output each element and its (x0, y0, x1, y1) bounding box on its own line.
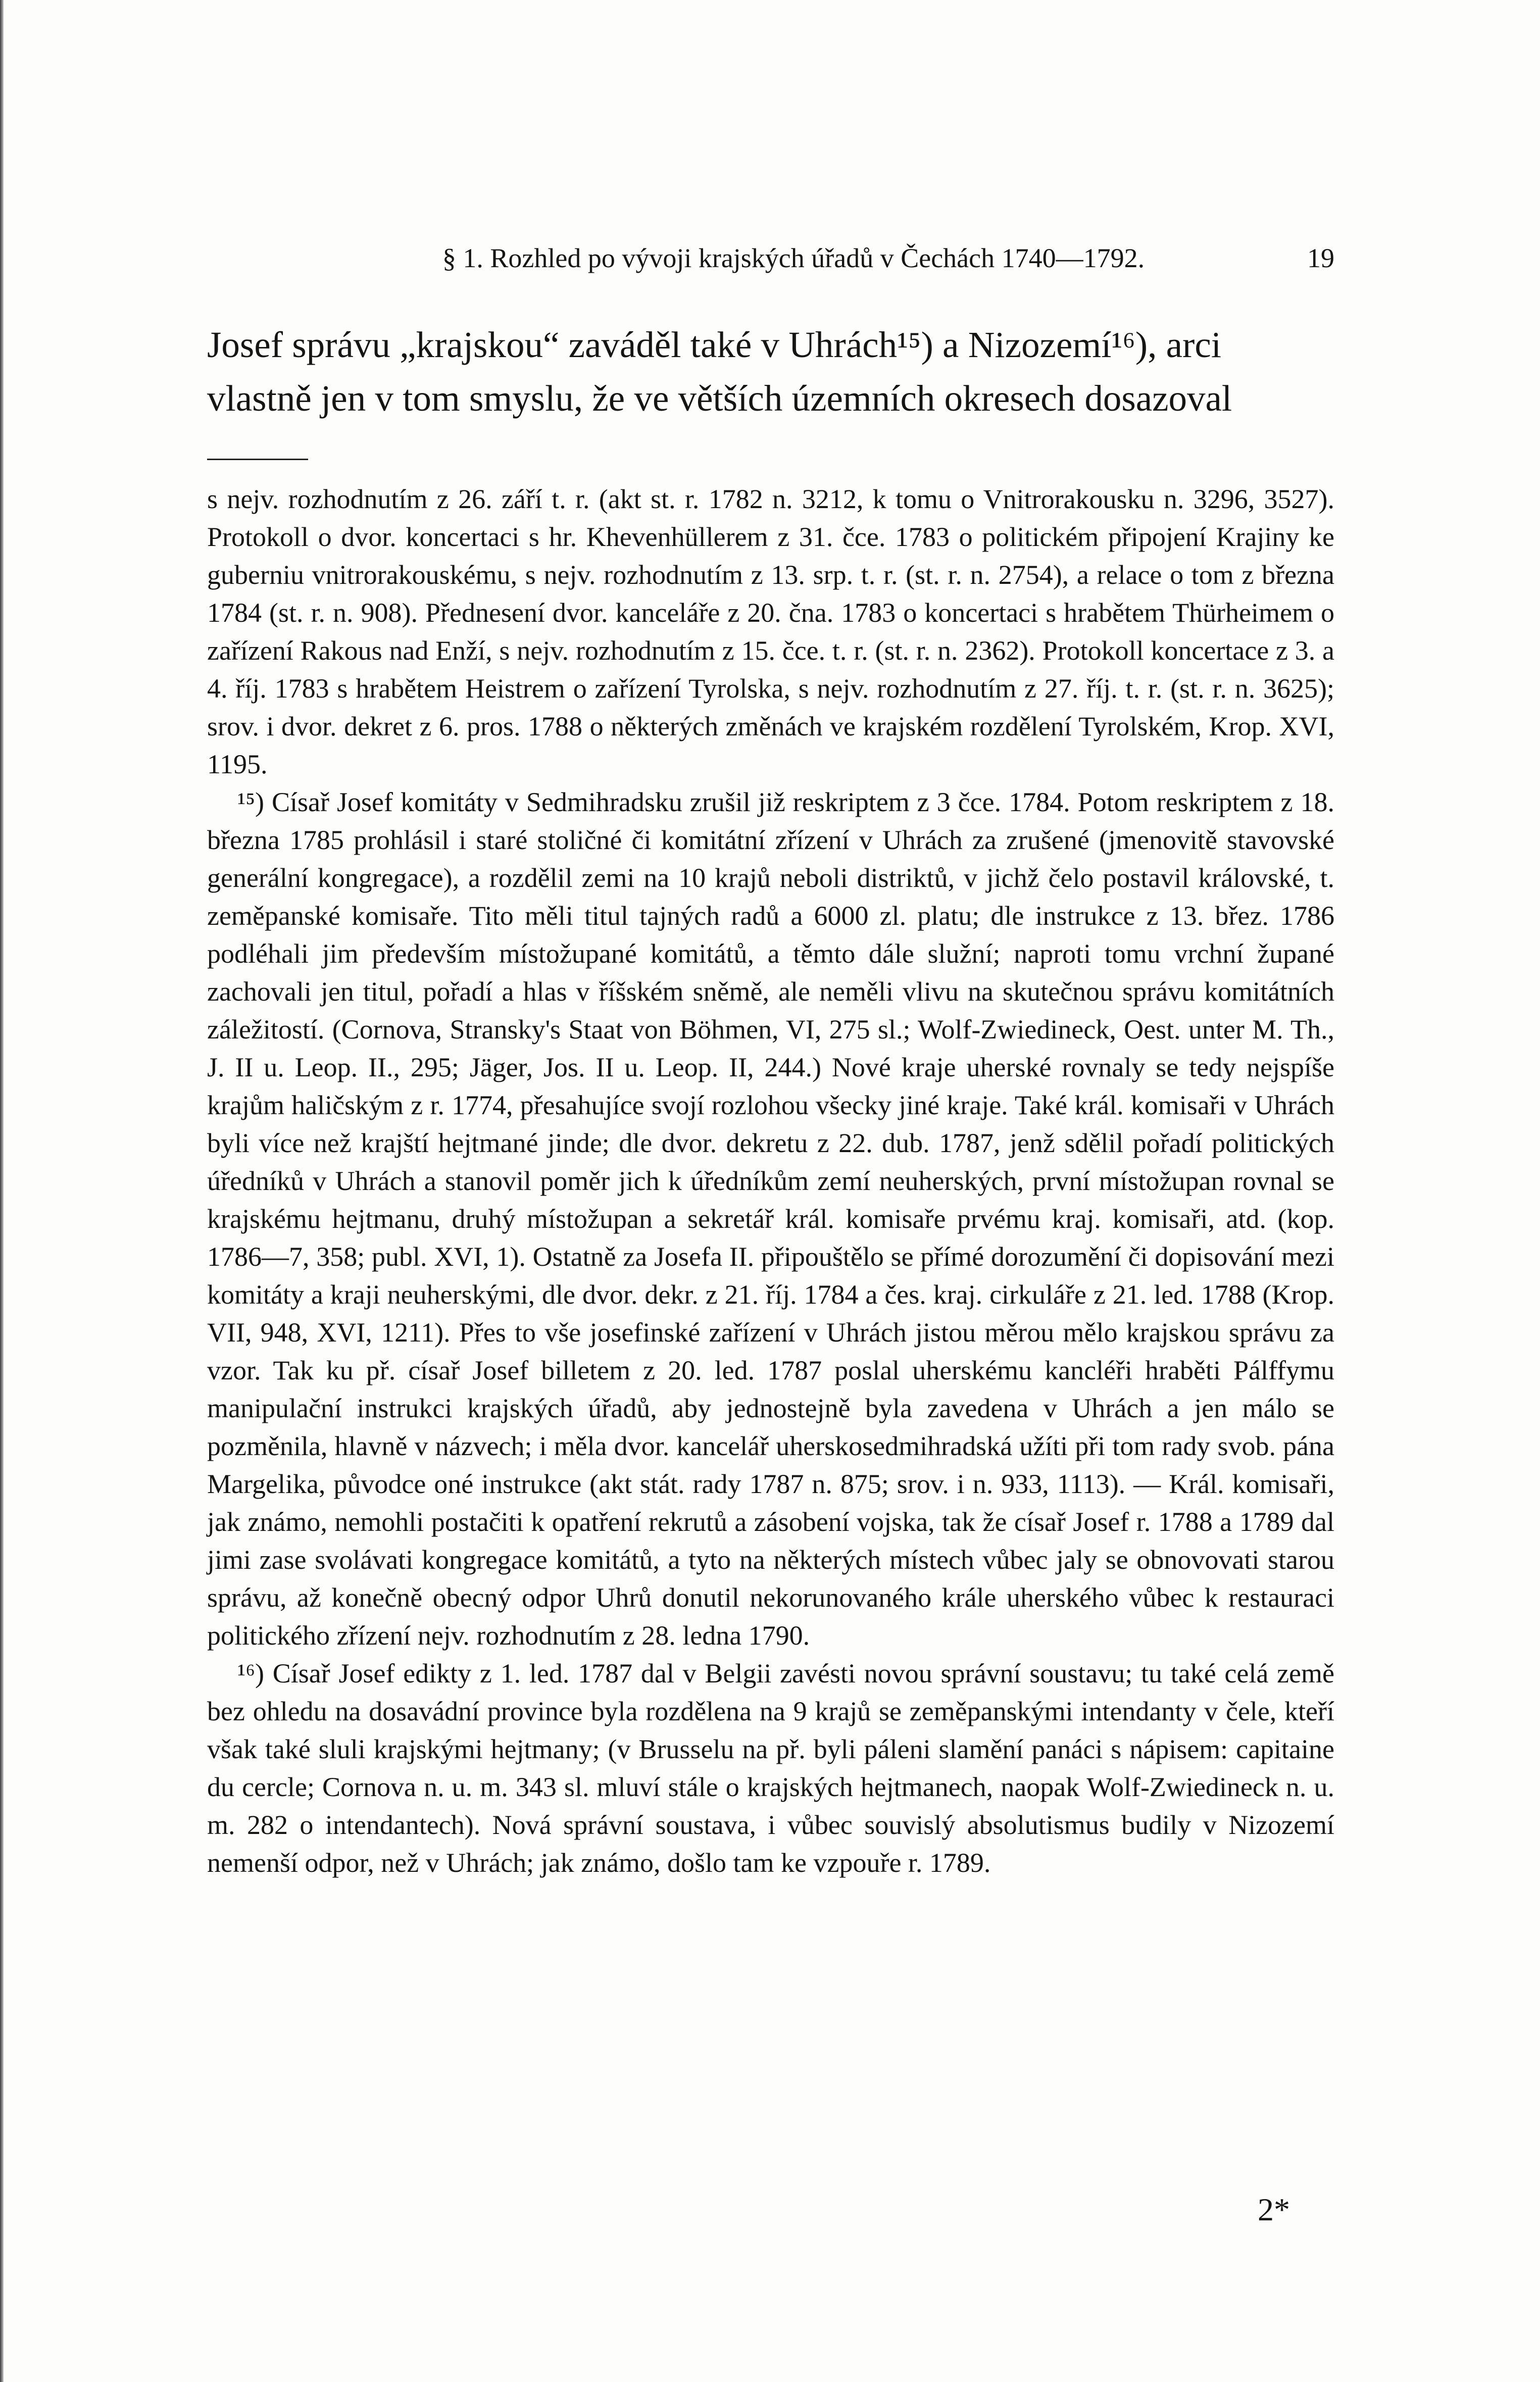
main-text-line-2: vlastně jen v tom smyslu, že ve větších územních okresech dosazoval (207, 378, 1232, 419)
main-text (207, 318, 1334, 425)
footnote-15: ¹⁵) Císař Josef komitáty v Sedmihradsku zrušil již reskriptem z 3 čce. 1784. Potom reskriptem z 18. března 1785 prohlásil i staré stoličné či komitátní zřízení v Uhrách za zrušené (jmenovitě stavovské generální kongregace), a rozdělil zemi na 10 krajů neboli distriktů, v jichž čelo postavil královské, t. zeměpanské komisaře. Tito měli titul tajných radů a 6000 zl. platu; dle instrukce z 13. břez. 1786 podléhali jim především místožupané komitátů, a těmto dále služní; naproti tomu vrchní župané zachovali jen titul, pořadí a hlas v říšském sněmě, ale neměli vlivu na skutečnou správu komitátních záležitostí. (Cornova, Stransky's Staat von Böhmen, VI, 275 sl.; Wolf-Zwiedineck, Oest. unter M. Th., J. II u. Leop. II., 295; Jäger, Jos. II u. Leop. II, 244.) Nové kraje uherské rovnaly se tedy nejspíše krajům haličským z r. 1774, přesahujíce svojí rozlohou všecky jiné kraje. Také král. komisaři v Uhrách byli více než krajští hejtmané jinde; dle dvor. dekretu z 22. dub. 1787, jenž sdělil pořadí politických úředníků v Uhrách a stanovil poměr jich k úředníkům zemí neuherských, první místožupan rovnal se krajskému hejtmanu, druhý místožupan a sekretář král. komisaře prvému kraj. komisaři, atd. (kop. 1786—7, 358; publ. XVI, 1). Ostatně za Josefa II. připouštělo se přímé dorozumění či dopisování mezi komitáty a kraji neuherskými, dle dvor. dekr. z 21. říj. 1784 a čes. kraj. cirkuláře z 21. led. 1788 (Krop. VII, 948, XVI, 1211). Přes to vše josefinské zařízení v Uhrách jistou měrou mělo krajskou správu za vzor. Tak ku př. císař Josef billetem z 20. led. 1787 poslal uherskému kancléři hraběti Pálffymu manipulační instrukci krajských úřadů, aby jednostejně byla zavedena v Uhrách a jen málo se pozměnila, hlavně v názvech; i měla dvor. kancelář uherskosedmihradská užíti při tom rady svob. pána Margelika, původce oné instrukce (akt stát. rady 1787 n. 875; srov. i n. 933, 1113). — Král. komisaři, jak známo, nemohli postačiti k opatření rekrutů a zásobení vojska, tak že císař Josef r. 1788 a 1789 dal jimi zase svolávati kongregace komitátů, a tyto na některých místech vůbec jaly se obnovovati starou správu, až konečně obecný odpor Uhrů donutil nekorunovaného krále uherského vůbec k restauraci politického zřízení nejv. rozhodnutím z 28. ledna 1790. (207, 787, 1334, 1651)
footnote-16: ¹⁶) Císař Josef edikty z 1. led. 1787 dal v Belgii zavésti novou správní soustavu; tu také celá země bez ohledu na dosavádní province byla rozdělena na 9 krajů se zeměpanskými intendanty v čele, kteří však také sluli krajskými hejtmany; (v Brusselu na př. byli páleni slamění panáci s nápisem: capitaine du cercle; Cornova n. u. m. 343 sl. mluví stále o krajských hejtmanech, naopak Wolf-Zwiedineck n. u. m. 282 o intendantech). Nová správní soustava, i vůbec souvislý absolutismus budily v Nizozemí nemenší odpor, než v Uhrách; jak známo, došlo tam ke vzpouře r. 1789. (207, 1658, 1334, 1878)
running-header (207, 237, 1334, 283)
footnotes (207, 480, 1334, 1882)
footnote-continuation: s nejv. rozhodnutím z 26. září t. r. (akt st. r. 1782 n. 3212, k tomu o Vnitrorakousku n. 3296, 3527). Protokoll o dvor. koncertaci s hr. Khevenhüllerem z 31. čce. 1783 o politickém připojení Krajiny ke guberniu vnitrorakouskému, s nejv. rozhodnutím z 13. srp. t. r. (st. r. n. 2754), a relace o tom z března 1784 (st. r. n. 908). Přednesení dvor. kanceláře z 20. čna. 1783 o koncertaci s hrabětem Thürheimem o zařízení Rakous nad Enží, s nejv. rozhodnutím z 15. čce. t. r. (st. r. n. 2362). Protokoll koncertace z 3. a 4. říj. 1783 s hrabětem Heistrem o zařízení Tyrolska, s nejv. rozhodnutím z 27. říj. t. r. (st. r. n. 3625); srov. i dvor. dekret z 6. pros. 1788 o některých změnách ve krajském rozdělení Tyrolském, Krop. XVI, 1195. (207, 484, 1334, 779)
scan-edge (0, 0, 4, 2382)
main-text-line-1: Josef správu „krajskou“ zaváděl také v Uhrách¹⁵) a Nizozemí¹⁶), arci (207, 324, 1221, 365)
book-page (207, 237, 1334, 1882)
signature-mark: 2* (1258, 2192, 1290, 2227)
running-title: § 1. Rozhled po vývoji krajských úřadů v Čechách 1740—1792. (442, 243, 1145, 273)
page-number: 19 (1307, 243, 1334, 273)
footnote-rule (207, 459, 308, 460)
